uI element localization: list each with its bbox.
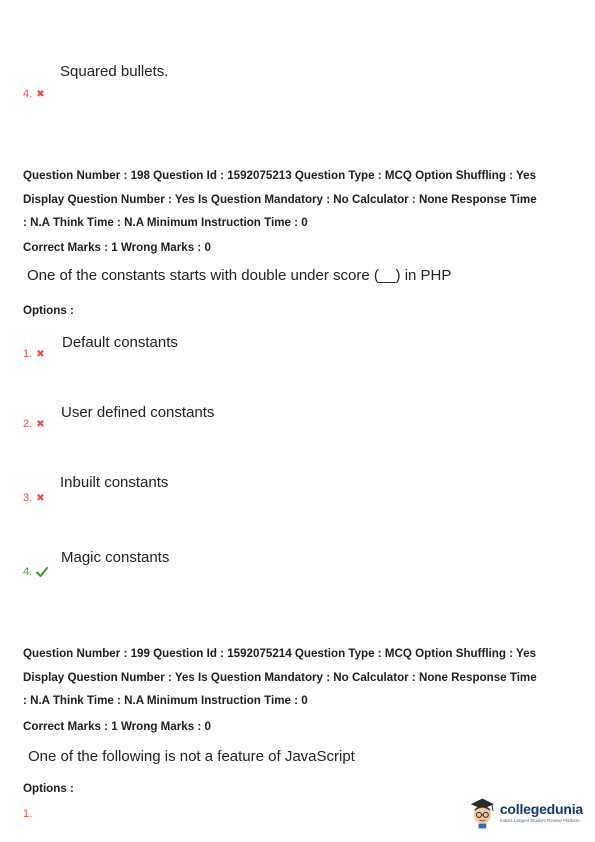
option-number-wrong: [23, 492, 45, 504]
option-text: Default constants: [62, 334, 178, 351]
collegedunia-logo: [467, 794, 583, 830]
question-text: One of the constants starts with double under score (__) in PHP: [27, 267, 452, 284]
options-label: Options :: [23, 304, 74, 317]
option-number: 4.: [23, 88, 33, 100]
meta-line: Question Number : 198 Question Id : 1592075213 Question Type : MCQ Option Shuffling : Yes: [23, 169, 537, 182]
option-text: Inbuilt constants: [60, 474, 169, 491]
cross-icon: ✖: [36, 418, 45, 430]
cross-icon: ✖: [36, 348, 45, 360]
option-text: Magic constants: [61, 549, 170, 566]
option-number: 1.: [23, 808, 33, 820]
question-text: One of the following is not a feature of JavaScript: [28, 748, 355, 765]
logo-name: collegedunia: [499, 801, 583, 817]
option-number-wrong: [23, 348, 45, 360]
meta-line: Question Number : 199 Question Id : 1592075214 Question Type : MCQ Option Shuffling : Yes: [23, 647, 537, 660]
marks-line: Correct Marks : 1 Wrong Marks : 0: [23, 720, 211, 733]
option-number: 1.: [23, 348, 33, 360]
meta-line: Display Question Number : Yes Is Question Mandatory : No Calculator : None Response Time: [23, 192, 537, 206]
check-icon: [36, 567, 48, 577]
option-number-correct: [23, 566, 48, 578]
meta-line: Display Question Number : Yes Is Question Mandatory : No Calculator : None Response Time: [23, 670, 537, 684]
option-text: User defined constants: [61, 404, 215, 421]
options-label: Options :: [23, 782, 74, 795]
option-number-wrong: [23, 88, 45, 100]
cross-icon: ✖: [36, 88, 45, 100]
option-number: 4.: [23, 566, 33, 578]
mascot-icon: [467, 795, 498, 829]
logo-tagline: India's Largest Student Review Platform: [499, 818, 580, 823]
option-number-wrong: [23, 418, 45, 430]
option-text: Squared bullets.: [60, 63, 169, 80]
meta-line: : N.A Think Time : N.A Minimum Instruction Time : 0: [23, 694, 308, 708]
cross-icon: ✖: [36, 492, 45, 504]
meta-line: : N.A Think Time : N.A Minimum Instruction Time : 0: [23, 216, 308, 230]
marks-line: Correct Marks : 1 Wrong Marks : 0: [23, 241, 211, 254]
option-number: 2.: [23, 418, 33, 430]
question-meta-198: [23, 164, 579, 235]
option-number: 3.: [23, 492, 33, 504]
question-meta-199: [23, 642, 579, 713]
